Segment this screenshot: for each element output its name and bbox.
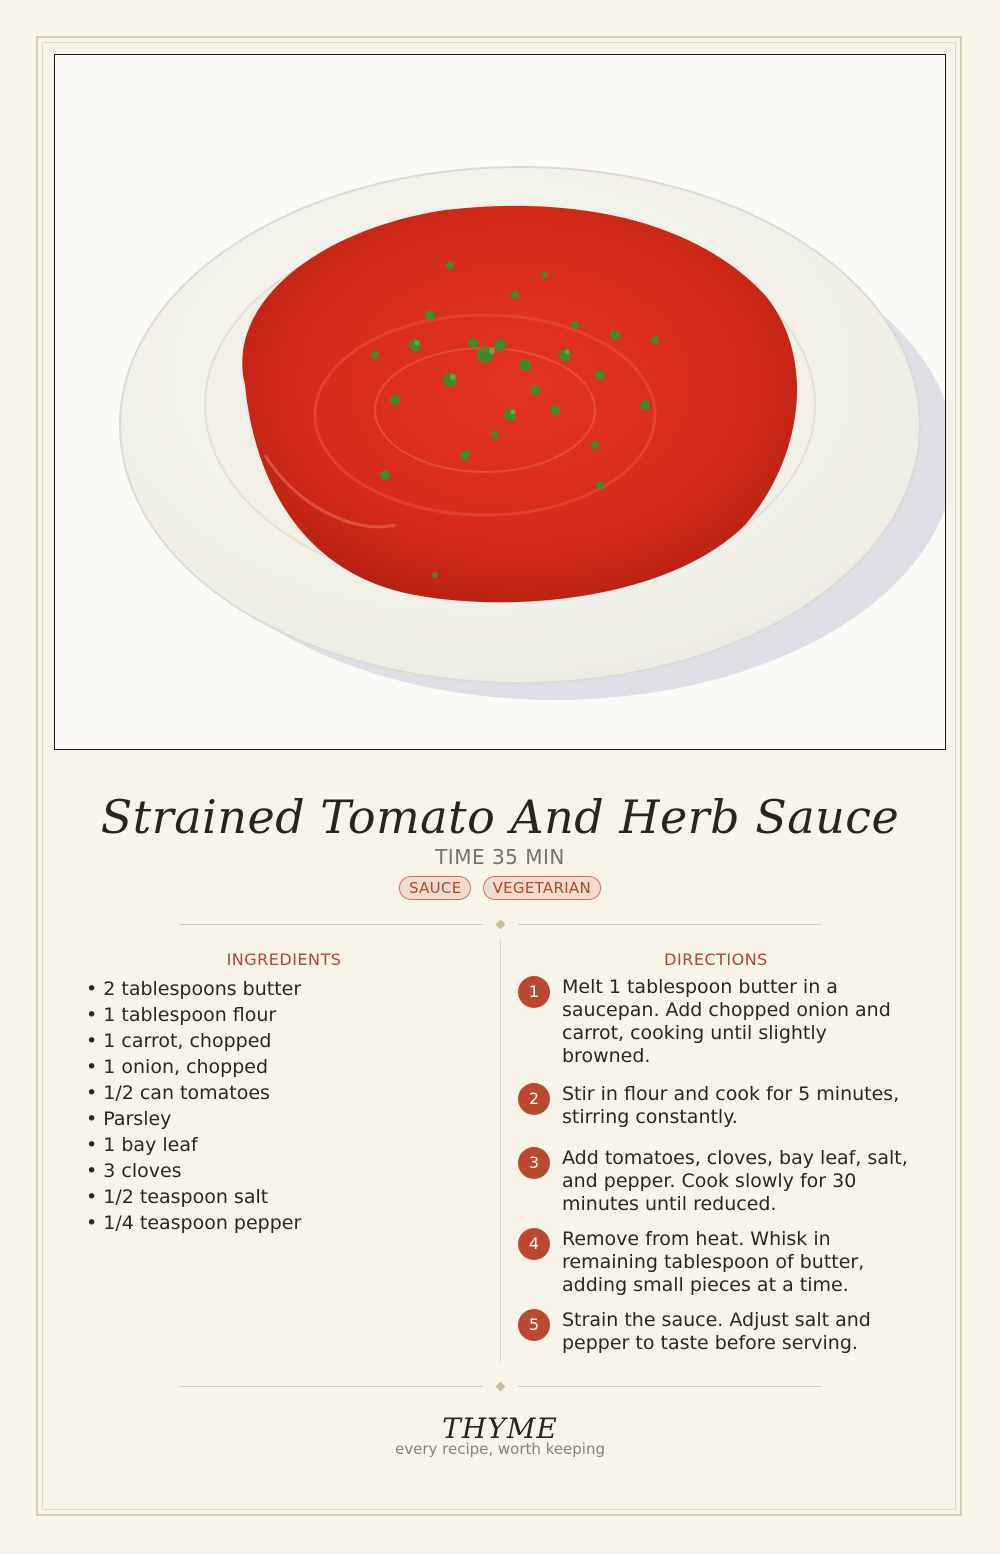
step-text: Stir in flour and cook for 5 minutes, stirring constantly. bbox=[562, 1083, 900, 1128]
directions-list bbox=[518, 976, 918, 1355]
recipe-time: TIME 35 MIN bbox=[435, 845, 565, 869]
ingredient-item: • 1 carrot, chopped bbox=[86, 1030, 272, 1052]
direction-step bbox=[518, 1147, 918, 1216]
ingredient-item: • 3 cloves bbox=[86, 1160, 182, 1182]
brand-tagline: every recipe, worth keeping bbox=[394, 1440, 605, 1458]
divider-bottom-right bbox=[518, 1386, 821, 1387]
step-number-badge: 1 bbox=[518, 976, 550, 1008]
direction-step bbox=[518, 1083, 918, 1129]
step-text: Melt 1 tablespoon butter in a saucepan. Add chopped onion and carrot, cooking until slightly browned. bbox=[562, 976, 891, 1067]
ingredient-item: • 1/4 teaspoon pepper bbox=[86, 1212, 302, 1234]
step-text: Strain the sauce. Adjust salt and pepper to taste before serving. bbox=[562, 1309, 871, 1354]
recipe-title: Strained Tomato And Herb Sauce bbox=[100, 790, 900, 844]
recipe-photo bbox=[54, 54, 946, 750]
ingredient-item: • Parsley bbox=[86, 1108, 172, 1130]
directions-heading: DIRECTIONS bbox=[664, 950, 768, 969]
step-number-badge: 4 bbox=[518, 1228, 550, 1260]
tag-vegetarian[interactable]: VEGETARIAN bbox=[483, 876, 601, 900]
tag-list bbox=[0, 876, 1000, 900]
step-text: Add tomatoes, cloves, bay leaf, salt, and pepper. Cook slowly for 30 minutes until reduced. bbox=[562, 1147, 908, 1215]
direction-step bbox=[518, 1228, 918, 1297]
direction-step bbox=[518, 1309, 918, 1355]
divider-top-left bbox=[180, 924, 483, 925]
step-number-badge: 3 bbox=[518, 1147, 550, 1179]
column-divider bbox=[500, 940, 501, 1362]
divider-top-right bbox=[518, 924, 821, 925]
tag-sauce[interactable]: SAUCE bbox=[399, 876, 472, 900]
divider-bottom-left bbox=[180, 1386, 483, 1387]
ingredient-item: • 1 onion, chopped bbox=[86, 1056, 269, 1078]
step-number-badge: 5 bbox=[518, 1309, 550, 1341]
ingredient-item: • 2 tablespoons butter bbox=[86, 978, 302, 1000]
ingredient-item: • 1/2 teaspoon salt bbox=[86, 1186, 269, 1208]
ingredient-item: • 1 bay leaf bbox=[86, 1134, 198, 1156]
ingredient-item: • 1/2 can tomatoes bbox=[86, 1082, 270, 1104]
step-number-badge: 2 bbox=[518, 1083, 550, 1115]
direction-step bbox=[518, 976, 918, 1068]
ingredients-heading: INGREDIENTS bbox=[226, 950, 342, 969]
step-text: Remove from heat. Whisk in remaining tablespoon of butter, adding small pieces at a time. bbox=[562, 1228, 865, 1296]
ingredients-list bbox=[86, 976, 466, 1236]
ingredient-item: • 1 tablespoon flour bbox=[86, 1004, 277, 1026]
brand-logo: THYME bbox=[442, 1412, 558, 1445]
